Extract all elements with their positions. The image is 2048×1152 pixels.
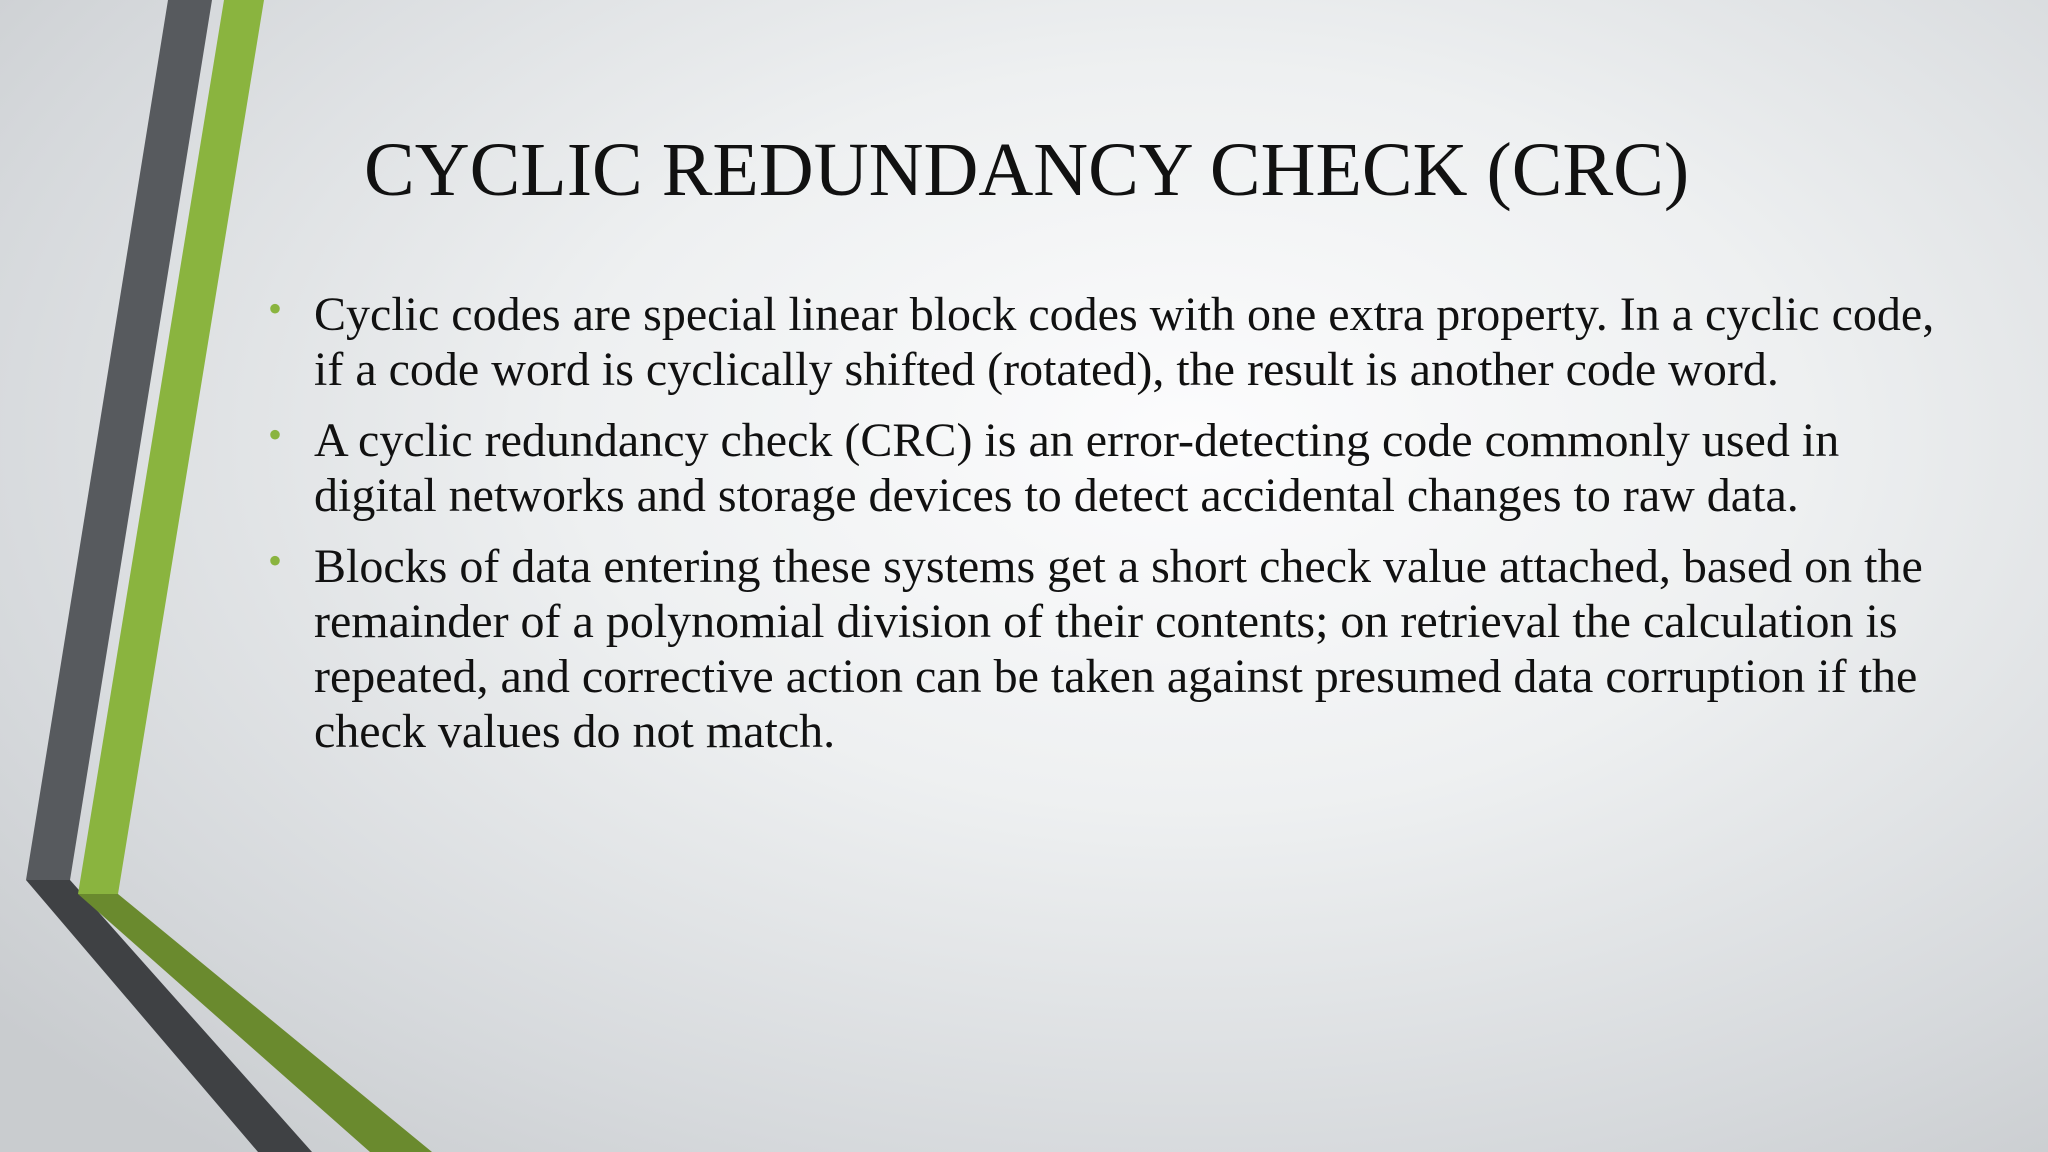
- bullet-item: [266, 287, 1946, 397]
- bullet-dot-icon: •: [268, 412, 283, 457]
- bullet-text: Blocks of data entering these systems get a short check value attached, based on the remainder of a polynomial division of their contents; on retrieval the calculation is repeated, and corrective action can be taken against presumed data corruption if the check values do not match.: [314, 540, 1923, 758]
- bullet-text: A cyclic redundancy check (CRC) is an error-detecting code commonly used in digital networks and storage devices to detect accidental changes to raw data.: [314, 414, 1840, 522]
- bullet-text: Cyclic codes are special linear block codes with one extra property. In a cyclic code, if a code word is cyclically shifted (rotated), the result is another code word.: [314, 288, 1935, 396]
- bullet-dot-icon: •: [268, 538, 283, 583]
- bullet-item: [266, 539, 1946, 759]
- bullet-list: [266, 287, 1946, 775]
- dark-gray-stripe-lower: [26, 880, 312, 1152]
- slide-title: CYCLIC REDUNDANCY CHECK (CRC): [364, 128, 1690, 212]
- bullet-dot-icon: •: [268, 286, 283, 331]
- bullet-item: [266, 413, 1946, 523]
